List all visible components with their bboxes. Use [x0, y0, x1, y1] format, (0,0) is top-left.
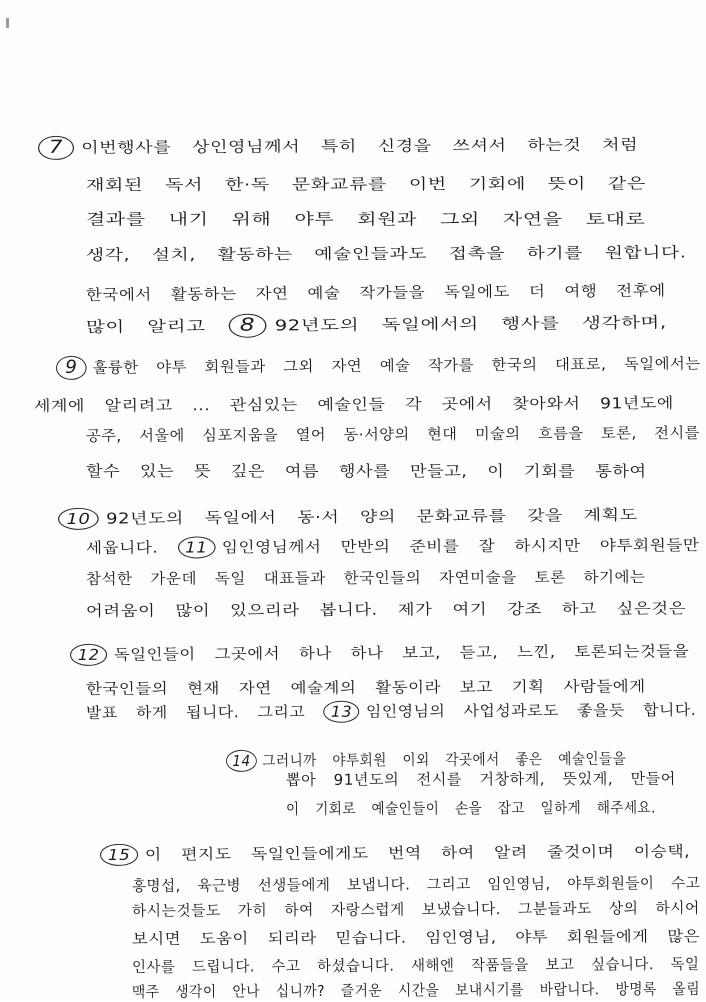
- handwritten-text: 임인영님께서 만반의 준비를 잘 하시지만 야투회원들만: [221, 536, 700, 557]
- letter-line: [86, 172, 646, 195]
- handwritten-text: 이 편지도 독일인들에게도 번역 하여 알려 줄것이며 이승택,: [144, 842, 691, 864]
- handwritten-text: 훌륭한 야투 회원들과 그외 자연 예술 작가를 한국의 대표로, 독일에서는: [92, 354, 701, 377]
- handwritten-text: 맥주 생각이 안나 십니까? 즐거운 시간을 보내시기를 바랍니다. 방명록 올림: [131, 979, 701, 1001]
- handwritten-text: 많이 알리고: [85, 317, 206, 336]
- letter-line: [86, 208, 646, 229]
- handwritten-text: 독일인들이 그곳에서 하나 하나 보고, 듣고, 느낀, 토론되는것들을: [113, 642, 690, 664]
- handwritten-text: 참석한 가운데 독일 대표들과 한국인들의 자연미술을 토론 하기에는: [85, 568, 646, 588]
- section-number-circle: 10: [58, 508, 99, 530]
- handwritten-text: 어려움이 많이 있으리라 봅니다. 제가 여기 강조 하고 싶은것은: [85, 599, 687, 620]
- letter-line: [86, 310, 667, 339]
- section-number-circle: 7: [38, 136, 74, 160]
- letter-line: [86, 699, 696, 724]
- handwritten-text: 재회된 독서 한·독 문화교류를 이번 기회에 뜻이 같은: [85, 174, 647, 194]
- handwritten-text: 92년도의 독일에서의 행사를 생각하며,: [274, 313, 667, 335]
- handwritten-text: 인사를 드립니다. 수고 하셨습니다. 새해엔 작품들을 보고 싶습니다. 독일: [131, 954, 700, 976]
- handwritten-text: 공주, 서울에 심포지움을 열어 동·서양의 현대 미술의 흐름을 토론, 전시를: [85, 423, 700, 445]
- handwritten-text: 하시는것들도 가히 하여 자랑스럽게 보냈습니다. 그분들과도 상의 하시어: [131, 898, 700, 920]
- section-number-circle: 12: [70, 644, 107, 666]
- handwritten-text: 92년도의 독일에서 동·서 양의 문화교류를 갖을 계획도: [105, 505, 638, 528]
- letter-line: [286, 768, 676, 790]
- section-number-circle: 9: [56, 356, 87, 380]
- handwritten-text: 그러니까 야투회원 이외 각곳에서 좋은 예술인들을: [262, 749, 627, 770]
- section-number-circle: 14: [226, 750, 257, 772]
- letter-line: [56, 352, 701, 380]
- letter-line: [58, 504, 638, 530]
- handwritten-text: 홍명섭, 육근병 선생들에게 보냅니다. 그리고 임인영님, 야투회원들이 수고: [131, 873, 701, 895]
- letter-line: [132, 872, 700, 896]
- letter-line: [86, 534, 700, 559]
- letter-line: [86, 241, 687, 265]
- letter-line: [70, 640, 689, 666]
- letter-line: [286, 797, 656, 819]
- letter-line: [132, 925, 700, 949]
- section-number-circle: 11: [177, 536, 215, 558]
- handwritten-text: 세계에 알리려고 ... 관심있는 예술인들 각 곳에서 찾아와서 91년도에: [33, 394, 674, 415]
- letter-line: [132, 953, 700, 977]
- letter-line: [132, 978, 700, 1002]
- handwritten-text: 뽑아 91년도의 전시를 거창하게, 뜻있게, 만들어: [285, 769, 676, 789]
- handwritten-text: 할수 있는 뜻 깊은 여름 행사를 만들고, 이 기회를 통하여: [86, 462, 647, 480]
- handwritten-text: 한국인들의 현재 자연 예술계의 활동이라 보고 기획 사람들에게: [85, 677, 646, 698]
- letter-line: [100, 840, 690, 866]
- corner-mark: [6, 18, 9, 28]
- letter-line: [86, 422, 700, 446]
- handwritten-text: 세웁니다.: [85, 538, 159, 557]
- letter-line: [86, 566, 646, 589]
- letter-line: [38, 133, 638, 160]
- handwritten-text: 이 기회로 예술인들이 손을 잡고 일하게 해주세요.: [285, 798, 656, 818]
- section-number-circle: 13: [323, 701, 359, 723]
- handwritten-text: 보시면 도움이 되리라 믿습니다. 임인영님, 야투 회원들에게 많은: [131, 927, 701, 948]
- handwritten-text: 임인영님의 사업성과로도 좋을듯 합니다.: [365, 700, 697, 721]
- section-number-circle: 8: [228, 314, 267, 338]
- letter-line: [86, 597, 686, 621]
- letter-line: [34, 392, 674, 416]
- section-number-circle: 15: [100, 844, 138, 866]
- handwritten-text: 생각, 설치, 활동하는 예술인들과도 접촉을 하기를 원합니다.: [85, 243, 687, 264]
- letter-line: [86, 675, 646, 699]
- handwritten-text: 한국에서 활동하는 자연 예술 작가들을 독일에도 더 여행 전후에: [85, 281, 666, 304]
- letter-line: [86, 279, 666, 305]
- letter-line: [132, 897, 700, 921]
- handwritten-text: 결과를 내기 위해 야투 회원과 그외 자연을 토대로: [86, 210, 646, 228]
- handwritten-text: 발표 하게 됩니다. 그리고: [85, 702, 306, 722]
- handwritten-text: 이번행사를 상인영님께서 특히 신경을 쓰셔서 하는것 처럼: [81, 135, 639, 157]
- letter-line: [86, 460, 647, 481]
